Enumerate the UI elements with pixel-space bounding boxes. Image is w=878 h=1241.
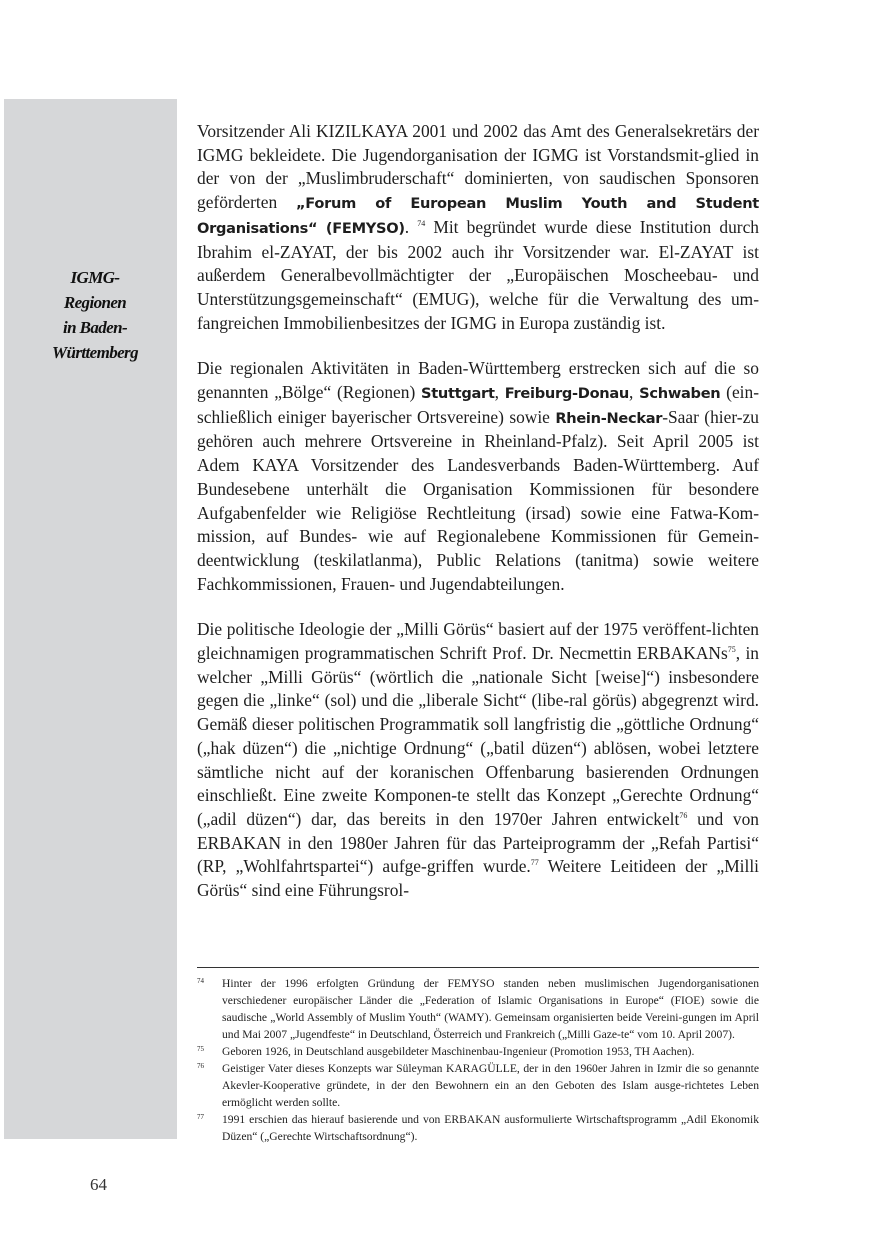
paragraph-1: Vorsitzender Ali KIZILKAYA 2001 und 2002 das Amt des Generalsekretärs der IGMG bekleidete. Die Jugendorganisation der IGMG ist Vorstandsmit-glied in der von der „Muslimbruderschaft“ dominierten, von saudischen Sponsoren geförderten „Forum of European Muslim Youth and Student Organisations“ (FEMYSO). $^{74}$ Mit begründet wurde diese Institution durch Ibrahim el-ZAYAT, der bis 2002 auch ihr Vorsitzender war. El-ZAYAT ist außerdem Generalbevollmächtigter der „Europäischen Moscheebau- und Unterstützungsgemeinschaft“ (EMUG), welche für die Verwaltung des um-fangreichen Immobilienbesitzes der IGMG in Europa zuständig ist.	[197, 121, 759, 333]
margin-sidebar	[4, 99, 177, 1139]
highlight-stuttgart: Stuttgart	[421, 385, 495, 403]
paragraph-3: Die politische Ideologie der „Milli Görüs“ basiert auf der 1975 veröffent-lichten gleichnamigen programmatischen Schrift Prof. Dr. Necmettin ERBAKANs$^{75}$, in welcher „Milli Görüs“ (wörtlich die „nationale Sicht [weise]“) insbesondere gegen die „linke“ (sol) und die „liberale Sicht“ (libe-ral görüs) abgegrenzt wird. Gemäß dieser politischen Programmatik soll langfristig die „göttliche Ordnung“ („hak düzen“) die „nichtige Ordnung“ („batil düzen“) ablösen, wobei letztere sämtliche nicht auf der koranischen Offenbarung basierenden Ordnungen einschließt. Eine zweite Komponen-te stellt das Konzept „Gerechte Ordnung“ („adil düzen“) dar, das bereits in den 1970er Jahren entwickelt$^{76}$ und von ERBAKAN in den 1980er Jahren für das Parteiprogramm der „Refah Partisi“ (RP, „Wohlfahrtspartei“) aufge-griffen wurde.$^{77}$ Weitere Leitideen der „Milli Görüs“ sind eine Führungsrol-	[197, 619, 759, 901]
footnote-77: 77 1991 erschien das hierauf basierende und von ERBAKAN ausformulierte Wirtschaftsprogramm „Adil Ekonomik Düzen“ („Gerechte Wirtschaftsordnung“).	[197, 1113, 759, 1143]
paragraph-2: Die regionalen Aktivitäten in Baden-Württemberg erstrecken sich auf die so genannten „Bölge“ (Regionen) Stuttgart, Freiburg-Donau, Schwaben (ein-schließlich einiger bayerischer Ortsvereine) sowie Rhein-Neckar-Saar (hier-zu gehören auch mehrere Ortsvereine in Rheinland-Pfalz). Seit April 2005 ist Adem KAYA Vorsitzender des Landesverbands Baden-Württemberg. Auf Bundesebene unterhält die Organisation Kommissionen für besondere Aufgabenfelder wie Religiöse Rechtleitung (irsad) sowie eine Fatwa-Kom-mission, auf Bundes- wie auf Regionalebene Kommissionen für Gemein-deentwicklung (teskilatlanma), Public Relations (tanitma) sowie weitere Fachkommissionen, Frauen- und Jugendabteilungen.	[197, 358, 760, 594]
highlight-schwaben: Schwaben	[639, 385, 721, 403]
footnote-75: 75 Geboren 1926, in Deutschland ausgebildeter Maschinenbau-Ingenieur (Promotion 1953, TH Aachen).	[197, 1045, 695, 1058]
footnote-76: 76 Geistiger Vater dieses Konzepts war Süleyman KARAGÜLLE, der in den 1960er Jahren in Izmir die so genannte Akevler-Kooperative gründete, in der den Bewohnern ein an den Geboten des Islam ausge-richtetes Leben ermöglicht werden sollte.	[197, 1062, 759, 1109]
page-number: 64	[90, 1175, 107, 1194]
footnote-74: 74 Hinter der 1996 erfolgten Gründung der FEMYSO standen neben muslimischen Jugendorganisationen verschiedener europäischer Länder die „Federation of Islamic Organisations in Europe“ (FIOE) sowie die saudische „World Assembly of Muslim Youth“ (WAMY). Gemeinsam organisierten beide Vereini-gungen im April und Mai 2007 „Jugendfeste“ in Deutschland, Österreich und Frankreich („Milli Gaze-te“ vom 10. April 2007).	[197, 977, 759, 1041]
footnote-ref-75: 75	[727, 645, 736, 655]
footnote-ref-76: 76	[679, 811, 688, 821]
footnote-divider	[197, 967, 759, 968]
highlight-rhein-neckar: Rhein-Neckar	[555, 409, 663, 427]
highlight-femyso: „Forum of European Muslim Youth and Student Organisations“ (FEMYSO)	[197, 195, 759, 237]
main-text	[197, 120, 759, 903]
highlight-freiburg-donau: Freiburg-Donau	[504, 385, 630, 403]
margin-heading: IGMG- Regionen in Baden- Württemberg	[52, 268, 138, 362]
footnotes	[197, 975, 759, 1145]
footnote-ref-77: 77	[530, 858, 539, 868]
footnote-ref-74: 74	[417, 219, 426, 229]
